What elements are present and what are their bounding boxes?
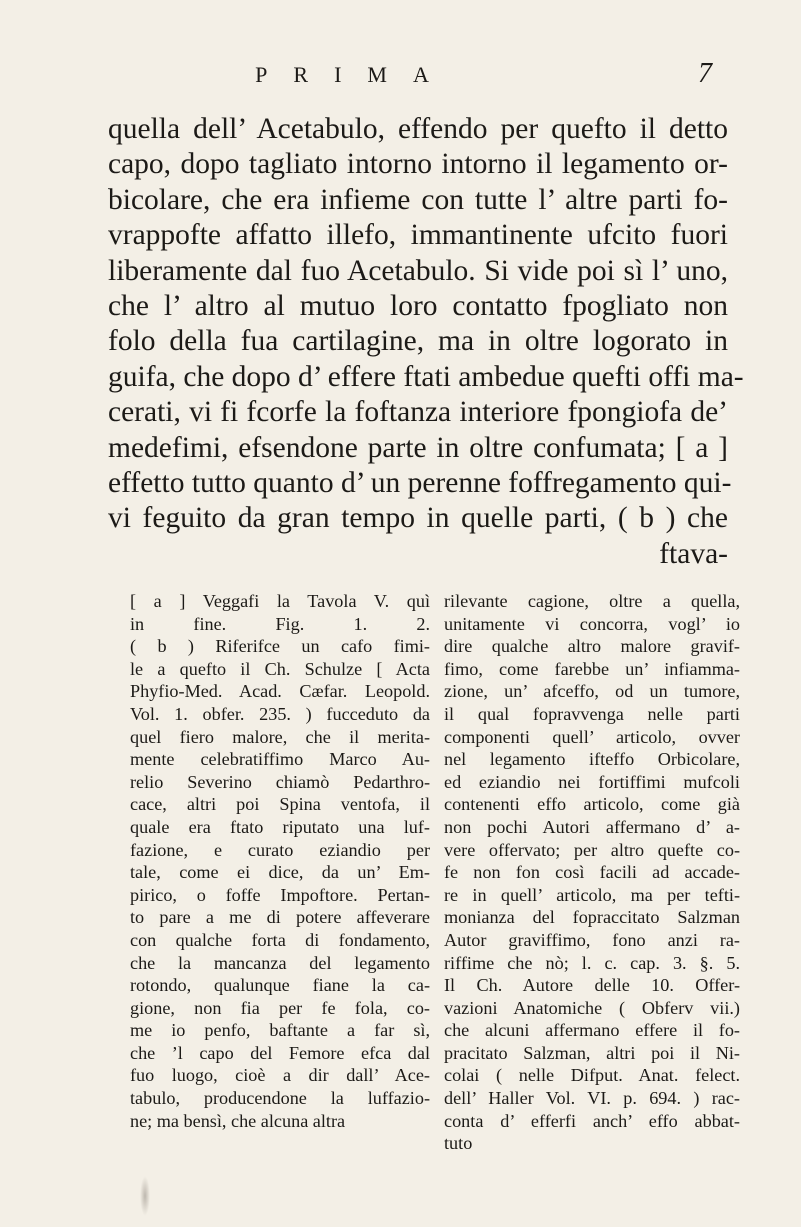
footnotes-left-column [130,590,430,1132]
footnote-line: vazioni Anatomiche ( Obferv vii.) [444,997,740,1018]
footnote-line: tuto [444,1133,473,1154]
running-head: PRIMA [255,62,455,87]
footnote-line: zione, un’ afceffo, od un tumore, [444,681,740,702]
footnote-line: vere offervato; per altro quefte co- [444,839,740,860]
footnotes-right-column [444,590,740,1155]
footnote-line: relio Severino chiamò Pedarthro- [130,771,430,792]
main-text-line: ftava- [659,537,728,570]
footnote-line: che alcuni affermano effere il fo- [444,1020,740,1041]
footnote-line: dell’ Haller Vol. VI. p. 694. ) rac- [444,1088,740,1109]
footnote-line: Il Ch. Autore delle 10. Offer- [444,975,740,996]
footnote-line: mente celebratiffimo Marco Au- [130,749,430,770]
footnote-line: ne; ma bensì, che alcuna altra [130,1110,346,1131]
footnote-line: gione, non fia per fe fola, co- [130,997,430,1018]
footnote-line: Autor graviffimo, fono anzi ra- [444,929,740,950]
footnote-line: pirico, o foffe Impoftore. Pertan- [130,884,430,905]
page-number: 7 [698,58,712,89]
footnote-line: rilevante cagione, oltre a quella, [444,591,740,611]
footnote-line: ( b ) Riferifce un cafo fimi- [130,636,430,657]
footnote-line: componenti quell’ articolo, ovver [444,726,740,747]
footnote-line: monianza del fopraccitato Salzman [444,907,740,928]
main-text-line: folo della fua cartilagine, ma in oltre logorato in [108,325,728,358]
main-text-line: bicolare, che era infieme con tutte l’ altre parti fo- [108,183,728,216]
footnote-line: quel fiero malore, che il merita- [130,726,430,747]
footnote-line: che la mancanza del legamento [130,952,430,973]
main-text-line: liberamente dal fuo Acetabulo. Si vide poi sì l’ uno, [108,254,728,287]
main-text-line: guifa, che dopo d’ effere ftati ambedue quefti offi ma- [108,360,744,393]
footnote-line: cace, altri poi Spina ventofa, il [130,794,430,815]
footnote-line: colai ( nelle Difput. Anat. felect. [444,1065,740,1086]
footnote-line: re in quell’ articolo, ma per tefti- [444,884,740,905]
footnote-line: fuo luogo, cioè a dir dall’ Ace- [130,1065,430,1086]
footnote-line: [ a ] Veggafi la Tavola V. quì [130,591,430,611]
footnote-line: contenenti effo articolo, come già [444,794,740,815]
footnote-line: ed eziandio nei fortiffimi mufcoli [444,771,740,792]
main-text-line: effetto tutto quanto d’ un perenne foffregamento qui- [108,467,732,500]
main-text-line: vi feguito da gran tempo in quelle parti, ( b ) che [108,502,728,535]
footnote-line: rotondo, qualunque fiane la ca- [130,975,430,996]
footnote-line: pracitato Salzman, altri poi il Ni- [444,1042,740,1063]
paper-stain [140,1176,150,1216]
footnote-line: Vol. 1. obfer. 235. ) fucceduto da [130,703,430,724]
footnote-line: non pochi Autori affermano d’ a- [444,816,740,837]
footnote-line: quale era ftato riputato una luf- [130,816,430,837]
main-text-line: vrappofte affatto illefo, immantinente ufcito fuori [108,219,728,252]
footnote-line: fimo, come farebbe un’ infiamma- [444,658,740,679]
footnote-line: to pare a me di potere affeverare [130,907,430,928]
main-text-line: capo, dopo tagliato intorno intorno il legamento or- [108,148,728,181]
footnote-line: Phyfio-Med. Acad. Cæfar. Leopold. [130,681,430,702]
footnote-line: tale, come ei dice, da un’ Em- [130,862,430,883]
footnote-line: unitamente vi concorra, vogl’ io [444,613,740,634]
main-text-block [108,112,744,572]
main-text-line: quella dell’ Acetabulo, effendo per quefto il detto [108,113,728,145]
footnote-line: conta d’ efferfi anch’ effo abbat- [444,1110,740,1131]
main-text-line: cerati, vi fi fcorfe la foftanza interiore fpongiofa de’ [108,396,728,429]
footnote-line: che ’l capo del Femore efca dal [130,1042,430,1063]
footnote-line: con qualche forta di fondamento, [130,929,430,950]
footnote-line: in fine. Fig. 1. 2. [130,613,430,634]
footnote-line: fe non fon così facili ad accade- [444,862,740,883]
footnote-line: me io penfo, baftante a far sì, [130,1020,430,1041]
footnote-line: tabulo, producendone la luffazio- [130,1088,430,1109]
footnote-line: il qual fopravvenga nelle parti [444,703,740,724]
footnote-line: nel legamento ifteffo Orbicolare, [444,749,740,770]
main-text-line: che l’ altro al mutuo loro contatto fpogliato non [108,290,728,323]
footnote-line: fazione, e curato eziandio per [130,839,430,860]
footnote-line: riffime che nò; l. c. cap. 3. §. 5. [444,952,740,973]
footnote-line: dire qualche altro malore gravif- [444,636,740,657]
footnote-line: le a quefto il Ch. Schulze [ Acta [130,658,430,679]
main-text-line: medefimi, efsendone parte in oltre confumata; [ a ] [108,431,728,464]
